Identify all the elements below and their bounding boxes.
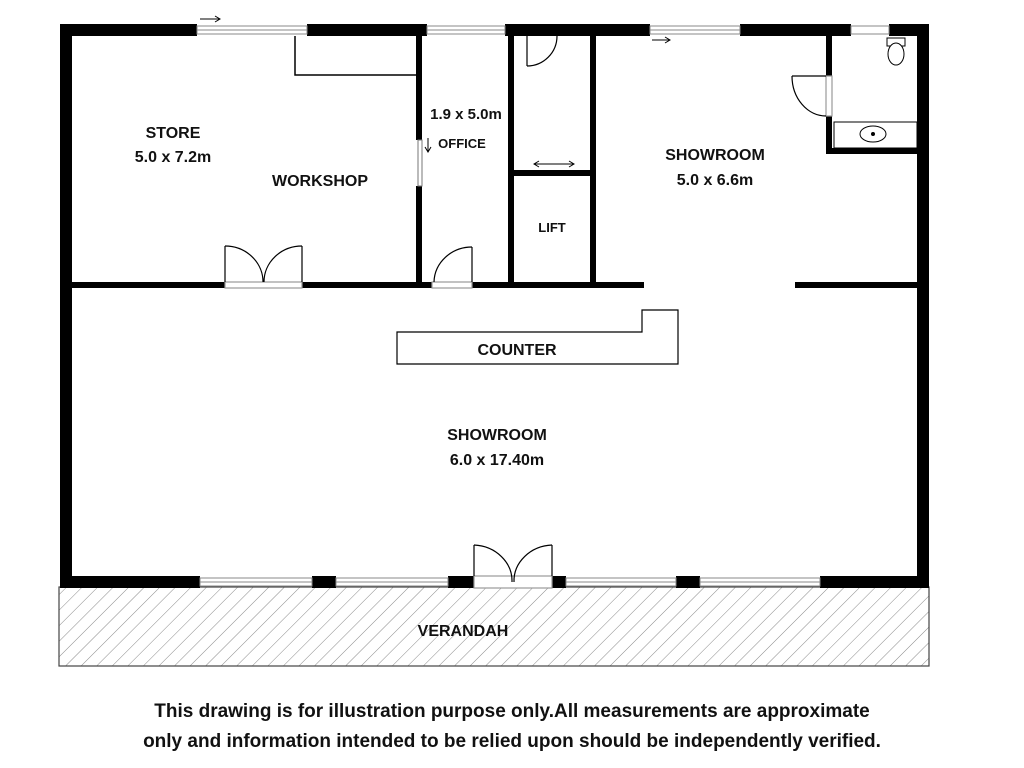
office-sliding-door bbox=[418, 138, 431, 186]
verandah-label: VERANDAH bbox=[417, 623, 509, 640]
workshop-label: WORKSHOP bbox=[272, 173, 368, 190]
doors bbox=[225, 36, 832, 588]
showroom-main-size-label: 6.0 x 17.40m bbox=[449, 452, 545, 469]
store-label: STORE bbox=[145, 125, 201, 142]
showroom-main-label: SHOWROOM bbox=[447, 427, 547, 444]
disclaimer-line-2: only and information intended to be relied upon should be independently verified. bbox=[143, 731, 881, 752]
showroom-upper-label: SHOWROOM bbox=[665, 147, 765, 164]
disclaimer-line-1: This drawing is for illustration purpose only.All measurements are approximate bbox=[154, 701, 870, 722]
office-size-label: 1.9 x 5.0m bbox=[430, 106, 502, 123]
lift-label: LIFT bbox=[538, 220, 566, 235]
basin-icon bbox=[834, 122, 917, 148]
counter-label: COUNTER bbox=[477, 342, 557, 359]
windows bbox=[197, 26, 889, 586]
toilet-icon bbox=[887, 38, 905, 65]
showroom-upper-size-label: 5.0 x 6.6m bbox=[676, 172, 754, 189]
store-size-label: 5.0 x 7.2m bbox=[134, 149, 212, 166]
disclaimer bbox=[0, 697, 1024, 757]
store-partition bbox=[295, 36, 416, 75]
room-labels bbox=[135, 106, 765, 640]
office-label: OFFICE bbox=[438, 136, 486, 151]
double-arrow-icon bbox=[534, 161, 574, 167]
